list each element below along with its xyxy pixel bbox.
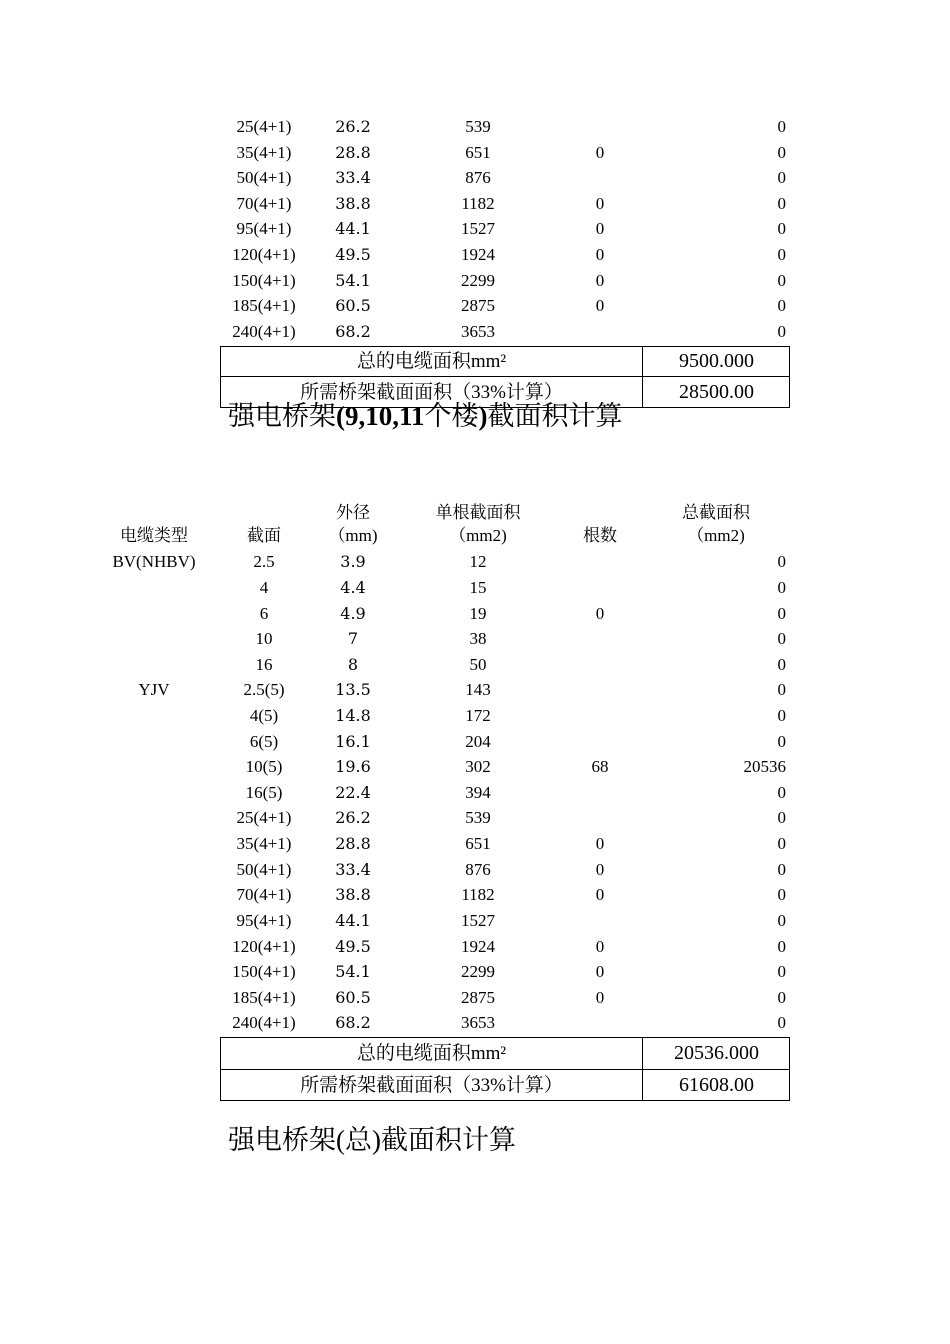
outer-diameter-cell: 28.8 — [335, 143, 371, 162]
outer-diameter-cell: 38.8 — [335, 194, 371, 213]
table-row — [0, 882, 950, 907]
section-cell: 2.5(5) — [243, 680, 285, 699]
outer-diameter-cell: 54.1 — [335, 962, 371, 981]
header-cable-type: 电缆类型 — [120, 526, 188, 545]
section-cell: 25(4+1) — [236, 808, 292, 827]
table-row — [0, 140, 950, 165]
single-area-cell: 394 — [465, 783, 491, 802]
total-area-cell: 0 — [777, 860, 786, 879]
section-cell: 240(4+1) — [232, 1013, 296, 1032]
count-cell: 0 — [595, 988, 605, 1007]
total-area-cell: 0 — [777, 911, 786, 930]
single-area-cell: 1527 — [461, 219, 495, 238]
required-tray-area-value: 28500.00 — [679, 381, 754, 403]
single-area-cell: 876 — [465, 860, 491, 879]
count-cell: 0 — [595, 219, 605, 238]
required-tray-area-value: 61608.00 — [679, 1074, 754, 1096]
section-cell: 185(4+1) — [232, 988, 296, 1007]
table-row — [0, 114, 950, 139]
total-area-cell: 0 — [777, 296, 786, 315]
outer-diameter-cell: 16.1 — [335, 732, 371, 751]
table-row — [0, 780, 950, 805]
single-area-cell: 2875 — [461, 296, 495, 315]
single-area-cell: 19 — [469, 604, 487, 623]
outer-diameter-cell: 19.6 — [335, 757, 371, 776]
outer-diameter-cell: 33.4 — [335, 860, 371, 879]
section-cell: 95(4+1) — [236, 911, 292, 930]
header-count: 根数 — [583, 526, 617, 545]
count-cell: 0 — [595, 143, 605, 162]
table-row — [0, 191, 950, 216]
total-cable-area-value: 9500.000 — [679, 350, 754, 372]
outer-diameter-cell: 44.1 — [335, 911, 371, 930]
outer-diameter-cell: 22.4 — [335, 783, 371, 802]
table-row — [0, 959, 950, 984]
single-area-cell: 1924 — [461, 245, 495, 264]
outer-diameter-cell: 54.1 — [335, 271, 371, 290]
total-area-cell: 0 — [777, 168, 786, 187]
table-row — [0, 242, 950, 267]
count-cell: 0 — [595, 860, 605, 879]
count-cell: 0 — [595, 962, 605, 981]
table-row — [0, 165, 950, 190]
table-row — [0, 1010, 950, 1035]
total-area-cell: 0 — [777, 783, 786, 802]
outer-diameter-cell: 60.5 — [335, 296, 371, 315]
outer-diameter-cell: 49.5 — [335, 937, 371, 956]
total-area-cell: 0 — [777, 680, 786, 699]
single-area-cell: 1182 — [461, 194, 495, 213]
single-area-cell: 1924 — [461, 937, 495, 956]
section-heading: 强电桥架(总)截面积计算 — [228, 1125, 516, 1155]
total-area-cell: 0 — [777, 578, 786, 597]
outer-diameter-cell: 49.5 — [335, 245, 371, 264]
single-area-cell: 1527 — [461, 911, 495, 930]
outer-diameter-cell: 8 — [347, 655, 359, 674]
table-row — [0, 549, 950, 574]
total-area-cell: 0 — [777, 1013, 786, 1032]
header-area-line2: （mm2) — [449, 526, 507, 545]
section-cell: 2.5 — [253, 552, 275, 571]
section-cell: 70(4+1) — [236, 194, 292, 213]
header-section: 截面 — [247, 526, 281, 545]
section-cell: 4 — [259, 578, 269, 597]
table-row — [0, 754, 950, 779]
cable-type-cell: BV(NHBV) — [112, 552, 196, 571]
single-area-cell: 2299 — [461, 962, 495, 981]
single-area-cell: 38 — [469, 629, 487, 648]
section-cell: 6(5) — [249, 732, 279, 751]
count-cell: 0 — [595, 604, 605, 623]
section-cell: 35(4+1) — [236, 143, 292, 162]
outer-diameter-cell: 3.9 — [340, 552, 366, 571]
section-heading: 强电桥架(9,10,11个楼)截面积计算 — [228, 401, 623, 431]
table-row — [0, 703, 950, 728]
section-cell: 120(4+1) — [232, 937, 296, 956]
required-tray-area-label: 所需桥架截面面积（33%计算） — [300, 382, 563, 403]
single-area-cell: 651 — [465, 143, 491, 162]
cable-type-cell: YJV — [138, 680, 170, 699]
outer-diameter-cell: 38.8 — [335, 885, 371, 904]
single-area-cell: 12 — [469, 552, 487, 571]
count-cell: 0 — [595, 194, 605, 213]
section-cell: 95(4+1) — [236, 219, 292, 238]
single-area-cell: 3653 — [461, 1013, 495, 1032]
outer-diameter-cell: 4.4 — [340, 578, 366, 597]
table-row — [0, 805, 950, 830]
table-row — [0, 652, 950, 677]
single-area-cell: 1182 — [461, 885, 495, 904]
section-cell: 35(4+1) — [236, 834, 292, 853]
table-row — [0, 908, 950, 933]
total-cable-area-label: 总的电缆面积mm² — [356, 1043, 507, 1064]
total-area-cell: 0 — [777, 808, 786, 827]
single-area-cell: 302 — [465, 757, 491, 776]
section-cell: 185(4+1) — [232, 296, 296, 315]
section-cell: 50(4+1) — [236, 860, 292, 879]
count-cell: 0 — [595, 937, 605, 956]
single-area-cell: 50 — [469, 655, 487, 674]
table-row — [0, 575, 950, 600]
table-row — [0, 216, 950, 241]
table-row — [0, 626, 950, 651]
section-cell: 150(4+1) — [232, 271, 296, 290]
total-area-cell: 0 — [777, 962, 786, 981]
total-area-cell: 0 — [777, 629, 786, 648]
outer-diameter-cell: 26.2 — [335, 117, 371, 136]
outer-diameter-cell: 33.4 — [335, 168, 371, 187]
count-cell: 0 — [595, 271, 605, 290]
table-row — [0, 729, 950, 754]
section-cell: 120(4+1) — [232, 245, 296, 264]
total-area-cell: 0 — [777, 937, 786, 956]
outer-diameter-cell: 68.2 — [335, 1013, 371, 1032]
section-cell: 50(4+1) — [236, 168, 292, 187]
total-area-cell: 0 — [777, 552, 786, 571]
table-row — [0, 677, 950, 702]
section-cell: 150(4+1) — [232, 962, 296, 981]
single-area-cell: 2299 — [461, 271, 495, 290]
section-cell: 4(5) — [249, 706, 279, 725]
outer-diameter-cell: 14.8 — [335, 706, 371, 725]
total-area-cell: 0 — [777, 271, 786, 290]
total-area-cell: 0 — [777, 732, 786, 751]
total-area-cell: 0 — [777, 219, 786, 238]
single-area-cell: 204 — [465, 732, 491, 751]
total-area-cell: 0 — [777, 143, 786, 162]
outer-diameter-cell: 13.5 — [335, 680, 371, 699]
section-cell: 25(4+1) — [236, 117, 292, 136]
count-cell: 68 — [591, 757, 609, 776]
section-cell: 10(5) — [245, 757, 283, 776]
block2-header — [0, 501, 950, 549]
section-cell: 70(4+1) — [236, 885, 292, 904]
section-cell: 16(5) — [245, 783, 283, 802]
total-area-cell: 0 — [777, 194, 786, 213]
count-cell: 0 — [595, 245, 605, 264]
total-cable-area-label: 总的电缆面积mm² — [356, 351, 507, 372]
section-cell: 16 — [255, 655, 273, 674]
table-row — [0, 319, 950, 344]
single-area-cell: 539 — [465, 117, 491, 136]
required-tray-area-label: 所需桥架截面面积（33%计算） — [300, 1075, 563, 1096]
table-row — [0, 934, 950, 959]
header-total-line2: （mm2) — [687, 526, 745, 545]
total-area-cell: 0 — [777, 885, 786, 904]
count-cell: 0 — [595, 885, 605, 904]
outer-diameter-cell: 68.2 — [335, 322, 371, 341]
total-area-cell: 0 — [777, 706, 786, 725]
single-area-cell: 651 — [465, 834, 491, 853]
header-od-line1: 外径 — [336, 503, 370, 522]
total-area-cell: 0 — [777, 117, 786, 136]
single-area-cell: 143 — [465, 680, 491, 699]
outer-diameter-cell: 60.5 — [335, 988, 371, 1007]
total-area-cell: 0 — [777, 322, 786, 341]
section-cell: 6 — [259, 604, 269, 623]
section-cell: 240(4+1) — [232, 322, 296, 341]
section-cell: 10 — [255, 629, 273, 648]
block2-summary-table — [220, 1037, 790, 1101]
total-area-cell: 0 — [777, 245, 786, 264]
outer-diameter-cell: 44.1 — [335, 219, 371, 238]
single-area-cell: 2875 — [461, 988, 495, 1007]
header-od-line2: （mm) — [328, 526, 378, 545]
single-area-cell: 172 — [465, 706, 491, 725]
single-area-cell: 15 — [469, 578, 487, 597]
table-row — [0, 857, 950, 882]
outer-diameter-cell: 4.9 — [340, 604, 366, 623]
count-cell: 0 — [595, 296, 605, 315]
header-area-line1: 单根截面积 — [435, 503, 521, 522]
total-area-cell: 0 — [777, 604, 786, 623]
outer-diameter-cell: 28.8 — [335, 834, 371, 853]
total-area-cell: 0 — [777, 655, 786, 674]
single-area-cell: 876 — [465, 168, 491, 187]
table-row — [0, 268, 950, 293]
count-cell: 0 — [595, 834, 605, 853]
table-row — [0, 831, 950, 856]
total-area-cell: 20536 — [743, 757, 786, 776]
table-row — [0, 293, 950, 318]
total-area-cell: 0 — [777, 988, 786, 1007]
table-row — [0, 985, 950, 1010]
outer-diameter-cell: 7 — [347, 629, 359, 648]
outer-diameter-cell: 26.2 — [335, 808, 371, 827]
header-total-line1: 总截面积 — [682, 503, 750, 522]
total-area-cell: 0 — [777, 834, 786, 853]
total-cable-area-value: 20536.000 — [674, 1042, 759, 1064]
single-area-cell: 539 — [465, 808, 491, 827]
table-row — [0, 601, 950, 626]
single-area-cell: 3653 — [461, 322, 495, 341]
